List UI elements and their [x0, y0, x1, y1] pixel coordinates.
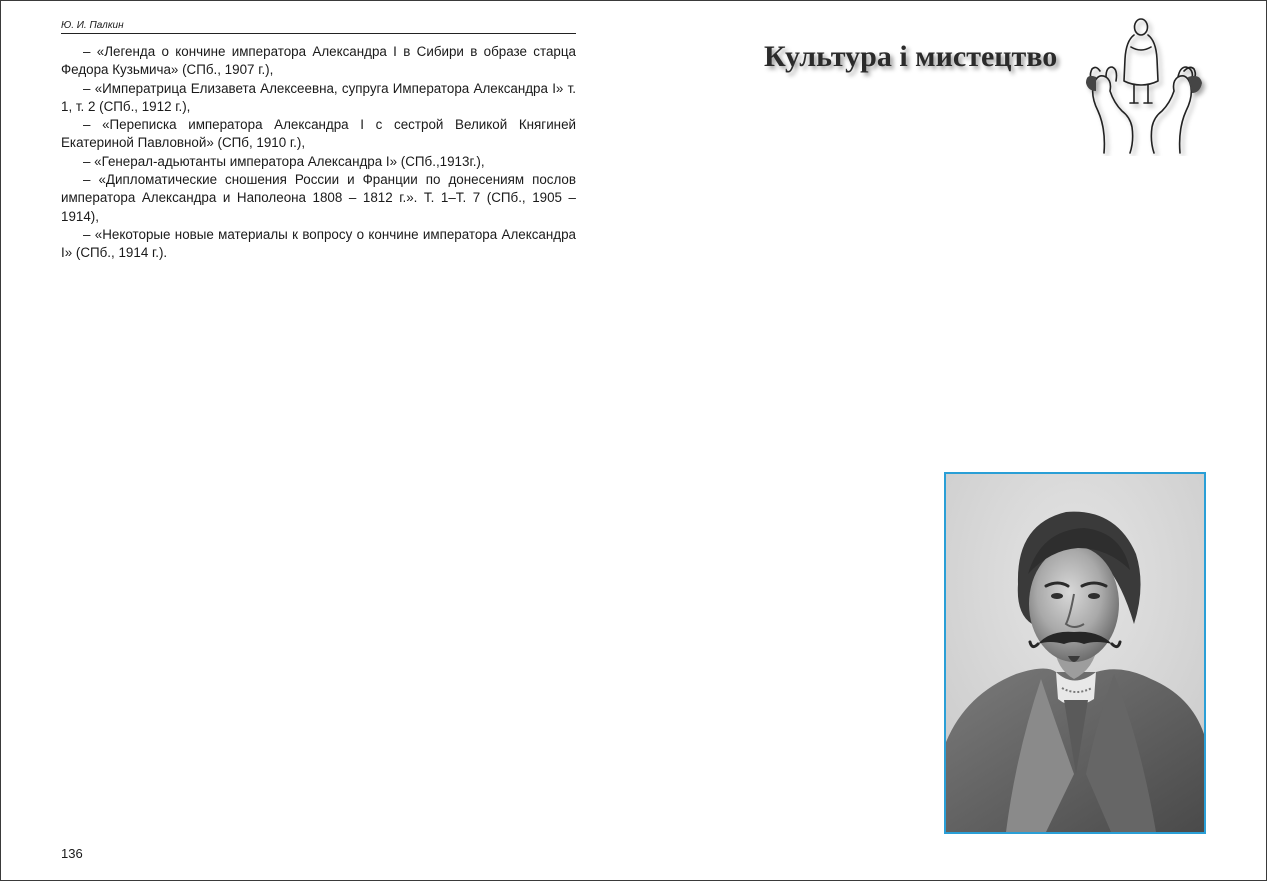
hands-holding-figure-icon	[1084, 11, 1209, 156]
portrait-photo	[944, 472, 1206, 834]
bibliography-entry: – «Дипломатические сношения России и Франции по донесениям послов императора Александра и Наполеона 1808 – 1812 г.». Т. 1–Т. 7 (СПб., 1905 – 1914),	[61, 172, 576, 224]
running-head: Ю. И. Палкин	[61, 20, 576, 34]
bibliography-entry: – «Некоторые новые материалы к вопросу о кончине императора Александра I» (СПб., 1914 г.).	[61, 226, 576, 261]
page-number: 136	[61, 846, 83, 861]
bibliography-entry: – «Императрица Елизавета Алексеевна, супруга Императора Александра I» т. 1, т. 2 (СПб., 1912 г.),	[61, 80, 576, 114]
bibliography-list	[61, 43, 576, 263]
section-title: Культура і мистецтво	[764, 40, 1058, 73]
bibliography-entry: – «Легенда о кончине императора Александра I в Сибири в образе старца Федора Кузьмича» (СПб., 1907 г.),	[61, 44, 576, 78]
bibliography-entry: – «Генерал-адьютанты императора Александра I» (СПб.,1913г.),	[83, 153, 485, 169]
bibliography-entry: – «Переписка императора Александра I с сестрой Великой Княгиней Екатериной Павловной» (СПб, 1910 г.),	[61, 117, 576, 151]
